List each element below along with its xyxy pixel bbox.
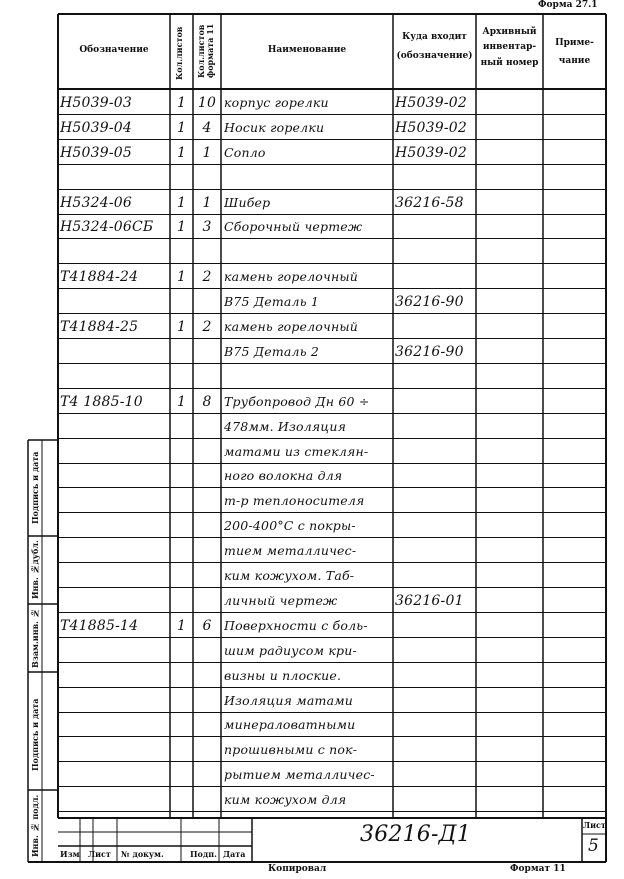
stamp-list-number: 5 xyxy=(588,836,600,856)
row-name: В75 Деталь 1 xyxy=(224,294,320,309)
side-label-inv-podl: Инв. № подл. xyxy=(30,794,40,858)
row-name: 200-400°С с покры- xyxy=(224,518,356,533)
table-row-divider xyxy=(58,438,606,439)
table-row-divider xyxy=(58,313,606,314)
row-kol-formata: 2 xyxy=(202,269,212,285)
row-name: ким кожухом для xyxy=(224,792,347,807)
table-row-divider xyxy=(58,786,606,787)
row-name: т-р теплоносителя xyxy=(224,493,365,508)
stamp-izm: Изм xyxy=(60,849,80,859)
row-ref: 36216-90 xyxy=(395,344,464,360)
header-primechanie xyxy=(543,34,606,70)
row-code: Н5039-05 xyxy=(60,145,132,161)
row-kol-formata: 4 xyxy=(202,120,212,136)
table-row-divider xyxy=(58,114,606,115)
row-name: ким кожухом. Таб- xyxy=(224,568,355,583)
row-code: Т4 1885-10 xyxy=(60,394,143,410)
header-arhiv-line3: ный номер xyxy=(480,58,539,68)
table-row-divider xyxy=(58,487,606,488)
row-code: Н5324-06 xyxy=(60,195,132,211)
row-name: личный чертеж xyxy=(224,593,338,608)
header-kuda-vhodit-line1: Куда входит xyxy=(402,32,467,42)
row-kol-listov: 1 xyxy=(176,145,187,161)
row-kol-formata: 1 xyxy=(202,145,212,161)
row-code: Т41885-14 xyxy=(60,618,139,634)
stamp-n-dokum: № докум. xyxy=(121,849,164,859)
row-name: Поверхности с боль- xyxy=(224,618,368,633)
table-row-divider xyxy=(58,189,606,190)
row-kol-formata: 8 xyxy=(202,394,212,410)
table-row-divider xyxy=(58,587,606,588)
table-row-divider xyxy=(58,463,606,464)
footer-format: Формат 11 xyxy=(510,864,566,874)
row-kol-formata: 3 xyxy=(202,219,212,235)
row-ref: Н5039-02 xyxy=(395,145,467,161)
table-row-divider xyxy=(58,712,606,713)
table-row-divider xyxy=(58,736,606,737)
row-kol-listov: 1 xyxy=(176,394,187,410)
table-row-divider xyxy=(58,363,606,364)
row-name: тием металличес- xyxy=(224,543,357,558)
row-kol-listov: 1 xyxy=(176,120,187,136)
side-label-podpis-data-2: Подпись и дата xyxy=(30,698,40,772)
stamp-data: Дата xyxy=(223,849,246,859)
header-prim-line2: чание xyxy=(558,56,591,66)
row-name: 478мм. Изоляция xyxy=(224,419,347,434)
row-name: визны и плоские. xyxy=(224,668,342,683)
header-arhiv-line1: Архивный xyxy=(482,27,537,37)
header-naimenovanie: Наименование xyxy=(267,45,347,55)
row-name: корпус горелки xyxy=(224,95,329,110)
stamp-doc-code: 36216-Д1 xyxy=(360,822,471,847)
header-prim-line1: Приме- xyxy=(555,38,594,48)
table-row-divider xyxy=(58,263,606,264)
row-name: Шибер xyxy=(224,195,271,210)
header-arhiv-line2: инвентар- xyxy=(482,42,537,52)
table-row-divider xyxy=(58,139,606,140)
stamp-podp: Подп. xyxy=(190,849,217,859)
row-kol-listov: 1 xyxy=(176,319,187,335)
side-label-podpis-data-1: Подпись и дата xyxy=(30,451,40,525)
row-name: шим радиусом кри- xyxy=(224,643,357,658)
row-name: ного волокна для xyxy=(224,468,343,483)
table-row-divider xyxy=(58,388,606,389)
row-name: минераловатными xyxy=(224,717,356,732)
header-kuda-vhodit-line2: (обозначение) xyxy=(396,51,473,62)
table-row-divider xyxy=(58,214,606,215)
table-row-divider xyxy=(58,238,606,239)
row-name: камень горелочный xyxy=(224,269,359,284)
table-row-divider xyxy=(58,811,606,812)
row-name: рытием металличес- xyxy=(224,767,375,782)
table-row-divider xyxy=(58,612,606,613)
stamp-list: Лист xyxy=(88,849,111,859)
table-row-divider xyxy=(58,761,606,762)
row-kol-listov: 1 xyxy=(176,95,187,111)
table-row-divider xyxy=(58,164,606,165)
row-name: камень горелочный xyxy=(224,319,359,334)
row-ref: 36216-01 xyxy=(395,593,464,609)
header-kol-listov: Кол.листов xyxy=(174,26,184,80)
row-kol-listov: 1 xyxy=(176,195,187,211)
table-row-divider xyxy=(58,413,606,414)
row-ref: 36216-90 xyxy=(395,294,464,310)
row-kol-formata: 10 xyxy=(197,95,217,111)
row-kol-formata: 2 xyxy=(202,319,212,335)
row-kol-formata: 6 xyxy=(202,618,212,634)
header-kuda-vhodit xyxy=(393,32,476,63)
row-code: Н5039-04 xyxy=(60,120,132,136)
stamp-list-label: Лист xyxy=(583,820,606,830)
row-code: Н5039-03 xyxy=(60,95,132,111)
row-ref: Н5039-02 xyxy=(395,120,467,136)
side-label-inv-dubl: Инв. №дубл. xyxy=(30,540,40,600)
table-row-divider xyxy=(58,562,606,563)
row-name: Трубопровод Дн 60 ÷ xyxy=(224,394,370,409)
row-kol-listov: 1 xyxy=(176,618,187,634)
table-row-divider xyxy=(58,338,606,339)
header-oboznachenie: Обозначение xyxy=(79,45,149,55)
table-row-divider xyxy=(58,537,606,538)
row-ref: 36216-58 xyxy=(395,195,464,211)
row-name: матами из стеклян- xyxy=(224,444,369,459)
row-code: Т41884-24 xyxy=(60,269,139,285)
row-ref: Н5039-02 xyxy=(395,95,467,111)
row-kol-listov: 1 xyxy=(176,219,187,235)
row-name: Носик горелки xyxy=(224,120,325,135)
row-name: В75 Деталь 2 xyxy=(224,344,320,359)
row-code: Т41884-25 xyxy=(60,319,139,335)
header-arhiv xyxy=(476,26,543,70)
table-row-divider xyxy=(58,637,606,638)
table-row-divider xyxy=(58,687,606,688)
row-name: прошивными с пок- xyxy=(224,742,358,757)
row-name: Сопло xyxy=(224,145,266,160)
side-label-vzam-inv: Взам.инв. № xyxy=(30,608,40,668)
row-kol-formata: 1 xyxy=(202,195,212,211)
row-name: Сборочный чертеж xyxy=(224,219,363,234)
footer-kopiroval: Копировал xyxy=(268,864,327,874)
table-row-divider xyxy=(58,288,606,289)
form-number: Форма 27.1 xyxy=(538,0,598,10)
table-row-divider xyxy=(58,662,606,663)
row-name: Изоляция матами xyxy=(224,693,354,708)
header-kol-listov-formata: Кол.листов формата 11 xyxy=(196,23,215,79)
row-code: Н5324-06СБ xyxy=(60,219,154,235)
row-kol-listov: 1 xyxy=(176,269,187,285)
table-row-divider xyxy=(58,512,606,513)
